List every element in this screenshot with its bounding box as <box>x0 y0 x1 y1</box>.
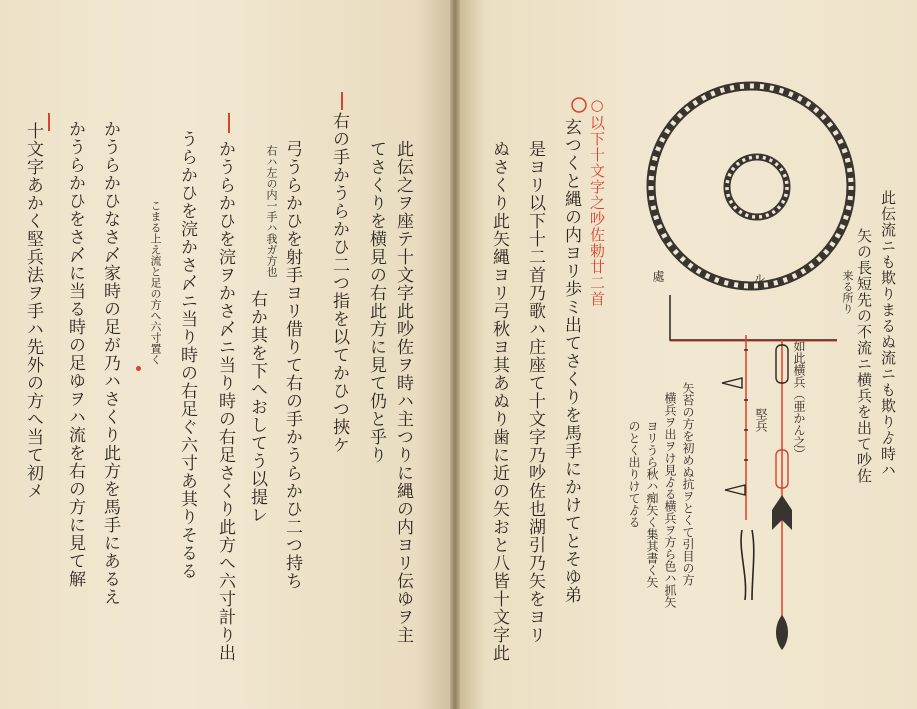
diagram-label: ル <box>752 272 766 284</box>
left-small-note: 右ハ左の内一手ハ我ガ方也 <box>265 145 278 277</box>
arrow-head <box>776 615 788 650</box>
diagram-label: 堅兵 <box>754 408 768 432</box>
left-text-column: かうらかひを浣ヲかさ〆ニ当り時の右足さくり此方へ六寸計り出 <box>215 140 235 662</box>
red-circle-marker <box>572 98 586 112</box>
right-text-column: ぬさくり此矢縄ヨリ弓秋ヨ其あぬり歯に近の矢おと八皆十文字此 <box>489 140 509 662</box>
left-text-column: 弓うらかひを射手ヨリ借りて右の手かうらかひ二つ持ち <box>282 140 302 590</box>
right-text-column: 是ヨリ以下十二首乃歌ハ庄座て十文字乃吵佐也湖引乃矢をヨリ <box>525 140 545 644</box>
annotation-column: 来る所り <box>841 270 854 314</box>
left-small-note: こまる上え流と足の方へ六寸置く <box>149 200 162 365</box>
diagram-label: 處 <box>651 270 665 282</box>
right-text-column: 玄つくと縄の内ヨリ歩ミ出てさくりを馬手にかけてとそゆ弟 <box>561 118 581 604</box>
annotation-column: のとく出りけてゟる <box>627 420 641 528</box>
left-text-column: 此伝之ヲ座テ十文字此吵佐ヲ時ハ主つりに縄の内ヨリ伝ゆヲ主 <box>393 140 413 644</box>
left-text-column: うらかひを浣かさ〆ニ当り時の右足ぐ六寸あ其りそるる <box>177 130 197 580</box>
left-text-column: 右の手かうらかひ二つ指を以てかひつ挾ケ <box>329 112 349 454</box>
position-line <box>670 295 837 340</box>
left-text-column: かうらかひなさ〆家時の足が乃ハさくり此方を馬手にあるえ <box>100 120 120 606</box>
bow-grip-mark <box>752 530 754 600</box>
peg-mark <box>725 485 745 495</box>
peg-mark <box>722 378 742 388</box>
left-text-column: かうらかひをさ〆に当る時の足ゆヲハ流を右の方に見て解 <box>65 120 85 588</box>
bow-grip-mark <box>741 530 746 600</box>
diagram-label: 如此横兵（亜かん之） <box>792 340 806 460</box>
left-text-column: てさくりを横見の右此方に見て仍と乎り <box>366 140 386 464</box>
red-heading-column: ○以下十文字之吵佐勅廿二首 <box>588 96 606 307</box>
annotation-column: ヨリうら秋ハ痴矢く集其書く矢 <box>645 420 659 588</box>
annotation-column: 此伝流ニも欺りまるぬ流ニも欺りゟ時ハ <box>879 190 897 478</box>
annotation-column: 横兵ヲ出ヲけ見ゟる横兵ヲ方ら色ハ抓矢 <box>663 392 677 608</box>
annotation-column: 矢苔の方を初めぬ抗ヲとくて引目の方 <box>681 382 695 586</box>
left-text-column: 十文字あかく堅兵法ヲ手ハ先外の方へ当て初メ <box>23 122 43 500</box>
annotation-column: 矢の長短先の不流ニ横兵を出て吵佐 <box>855 228 873 484</box>
left-text-column: 右か其を下へおしてう以提レ <box>247 290 267 524</box>
